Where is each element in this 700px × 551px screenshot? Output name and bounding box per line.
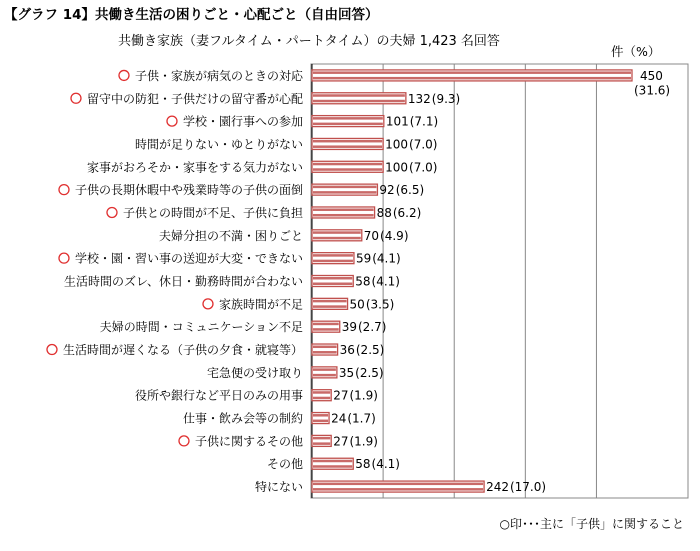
bar-highlight (313, 231, 361, 234)
value-label: 58 (355, 457, 371, 472)
bar-highlight (313, 346, 337, 349)
category-label: 学校・園・習い事の送迎が大変・できない (74, 251, 303, 266)
percent-label: (3.5) (365, 297, 395, 312)
child-marker-icon (59, 185, 69, 195)
bar-highlight (313, 305, 347, 308)
category-label: 時間が足りない・ゆとりがない (134, 137, 303, 152)
value-label: 35 (338, 365, 355, 380)
percent-label: (1.7) (347, 411, 376, 426)
category-label: 生活時間が遅くなる（子供の夕食・就寝等） (62, 343, 303, 358)
bar-highlight (313, 283, 352, 286)
percent-label: (7.1) (409, 114, 439, 129)
percent-label: (7.0) (409, 137, 438, 152)
percent-label: (31.6) (634, 83, 671, 98)
bar-highlight (313, 368, 336, 371)
bar-highlight (313, 300, 347, 303)
bar-highlight (313, 186, 376, 189)
bar-highlight (313, 442, 330, 445)
category-label: 仕事・飲み会等の制約 (182, 411, 303, 426)
bar-highlight (313, 237, 361, 240)
percent-label: (6.5) (395, 183, 425, 198)
child-marker-icon (71, 93, 81, 103)
bar-highlight (313, 208, 374, 211)
legend-note: ○印･･･主に「子供」に関すること (499, 517, 684, 531)
category-label: 生活時間のズレ、休日・勤務時間が合わない (63, 274, 303, 289)
bar-highlight (313, 437, 330, 440)
category-label: 特にない (254, 480, 303, 495)
bar-highlight (313, 77, 631, 80)
percent-label: (2.5) (355, 343, 385, 358)
bar-highlight (313, 397, 330, 400)
percent-label: (6.2) (392, 205, 422, 220)
percent-label: (2.7) (358, 320, 387, 335)
child-marker-icon (107, 207, 117, 217)
bar-highlight (313, 163, 382, 166)
value-label: 132 (407, 91, 431, 106)
percent-label: (7.0) (409, 160, 438, 175)
child-marker-icon (203, 299, 213, 309)
value-label: 27 (333, 434, 349, 449)
value-label: 92 (379, 183, 395, 198)
bar-highlight (313, 483, 483, 486)
bar-highlight (313, 328, 339, 331)
child-marker-icon (179, 436, 189, 446)
percent-label: (9.3) (431, 91, 461, 106)
category-label: 宅急便の受け取り (206, 365, 303, 380)
percent-label: (4.1) (371, 457, 400, 472)
category-label: 留守中の防犯・子供だけの留守番が心配 (86, 91, 303, 106)
bar-highlight (313, 277, 352, 280)
bar-highlight (313, 214, 374, 217)
value-label: 27 (333, 388, 349, 403)
percent-label: (4.9) (380, 228, 409, 243)
bar-highlight (313, 260, 353, 263)
child-marker-icon (119, 70, 129, 80)
category-label: 家族時間が不足 (218, 297, 303, 312)
category-label: 子供に関するその他 (194, 434, 303, 449)
bar-highlight (313, 323, 339, 326)
category-label: 役所や銀行など平日のみの用事 (134, 388, 303, 403)
value-label: 242 (486, 480, 509, 495)
bar-highlight (313, 100, 405, 103)
bar-highlight (313, 117, 383, 120)
value-label: 24 (331, 411, 347, 426)
category-label: その他 (266, 457, 303, 472)
value-label: 58 (355, 274, 371, 289)
unit-label: 件（%） (611, 44, 661, 59)
chart-subtitle: 共働き家族（妻フルタイム・パートタイム）の夫婦 1,423 名回答 (118, 34, 500, 49)
value-label: 50 (349, 297, 365, 312)
bar-highlight (313, 460, 352, 463)
category-label: 子供・家族が病気のときの対応 (134, 68, 303, 83)
bar-highlight (313, 145, 382, 148)
percent-label: (4.1) (371, 274, 400, 289)
bar-highlight (313, 94, 405, 97)
category-label: 夫婦分担の不満・困りごと (158, 228, 303, 243)
bar-highlight (313, 391, 330, 394)
percent-label: (1.9) (349, 434, 378, 449)
value-label: 101 (385, 114, 409, 129)
child-marker-icon (59, 253, 69, 263)
percent-label: (4.1) (372, 251, 401, 266)
child-marker-icon (167, 116, 177, 126)
category-label: 夫婦の時間・コミュニケーション不足 (99, 320, 303, 335)
bar-highlight (313, 123, 383, 126)
category-label: 家事がおろそか・家事をする気力がない (86, 160, 303, 175)
percent-label: (17.0) (509, 480, 547, 495)
value-label: 36 (339, 343, 355, 358)
value-label: 100 (385, 137, 409, 152)
chart-title: 【グラフ 14】共働き生活の困りごと・心配ごと（自由回答） (4, 7, 379, 23)
bar-highlight (313, 420, 328, 423)
bar-highlight (313, 191, 376, 194)
bar-highlight (313, 168, 382, 171)
bar-highlight (313, 254, 353, 257)
percent-label: (1.9) (349, 388, 378, 403)
value-label: 39 (341, 320, 358, 335)
plot-area (47, 68, 670, 494)
bar-highlight (313, 465, 352, 468)
value-label: 70 (363, 228, 380, 243)
bar-highlight (313, 140, 382, 143)
bar-highlight (313, 71, 631, 74)
value-label: 450 (640, 68, 663, 83)
value-label: 59 (355, 251, 372, 266)
bar-highlight (313, 351, 337, 354)
child-marker-icon (47, 345, 57, 355)
category-label: 子供との時間が不足、子供に負担 (122, 205, 303, 220)
value-label: 88 (376, 205, 392, 220)
category-label: 学校・園行事への参加 (182, 114, 303, 129)
percent-label: (2.5) (355, 365, 384, 380)
bar-highlight (313, 414, 328, 417)
value-label: 100 (385, 160, 409, 175)
bar-highlight (313, 488, 483, 491)
bar-highlight (313, 374, 336, 377)
category-label: 子供の長期休暇中や残業時等の子供の面倒 (74, 183, 303, 198)
